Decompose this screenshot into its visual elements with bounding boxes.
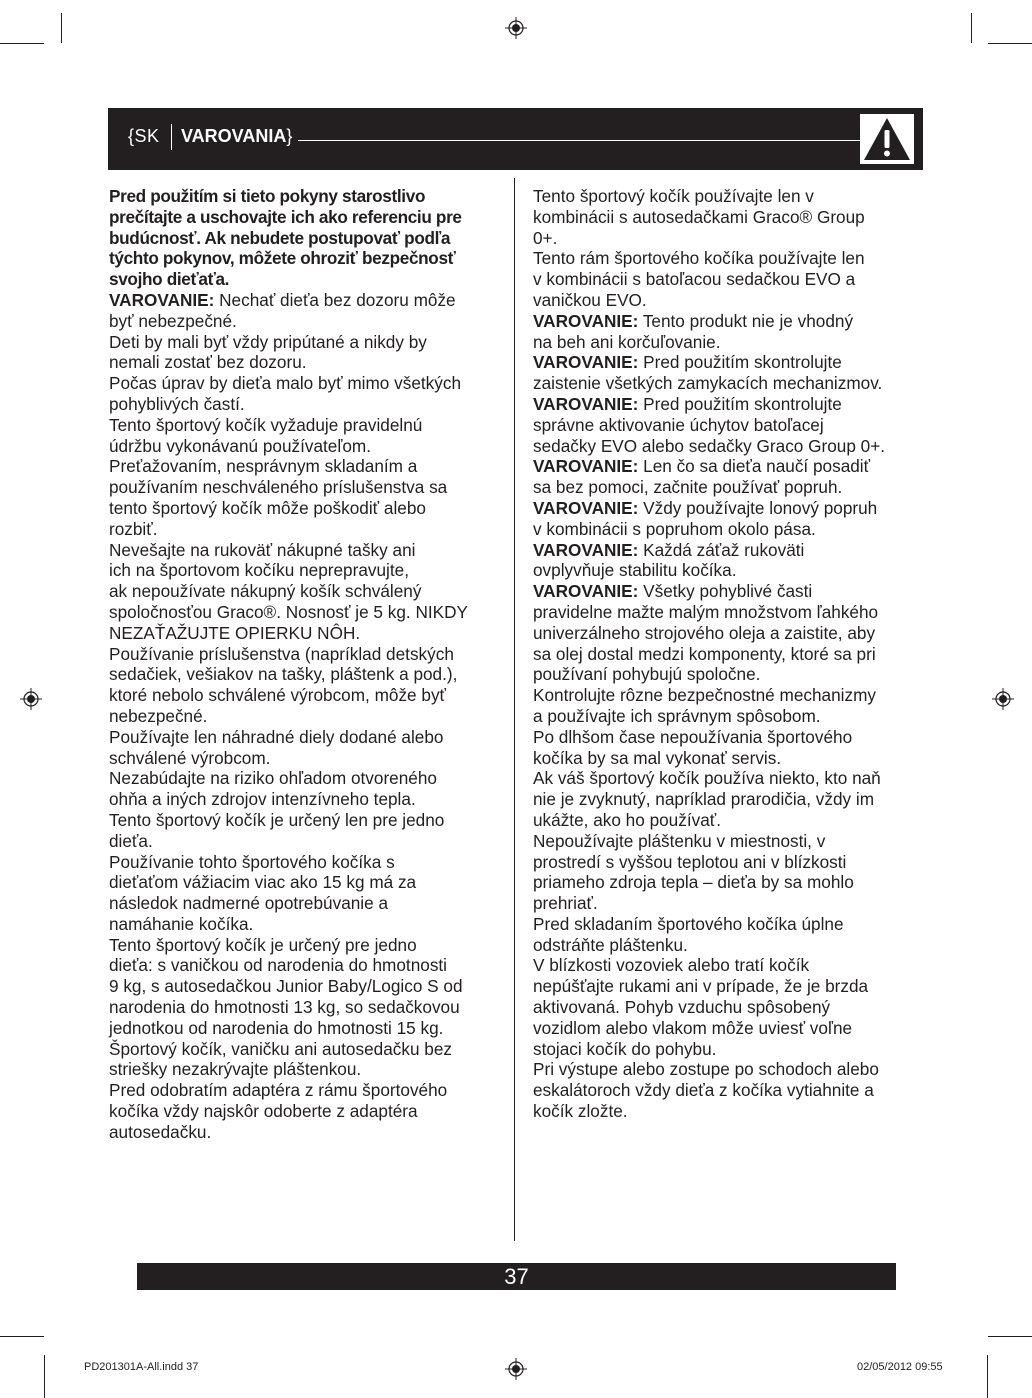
warning-paragraph	[109, 1039, 501, 1081]
registration-mark-icon	[992, 688, 1014, 710]
warning-paragraph	[109, 810, 501, 852]
warning-paragraph	[109, 540, 501, 644]
warning-label: VAROVANIE:	[533, 456, 639, 477]
warning-triangle-icon	[860, 114, 914, 164]
warning-paragraph	[533, 186, 923, 248]
column-divider	[514, 178, 515, 1241]
warning-paragraph	[533, 831, 923, 914]
warning-text: Tento rám športového kočíka používajte len v kombinácii s batoľacou sedačkou EVO a vaničkou EVO.	[533, 248, 865, 310]
page-title-brace: }	[286, 126, 293, 146]
warning-paragraph	[533, 456, 923, 498]
warning-paragraph	[533, 352, 923, 394]
warning-label: VAROVANIE:	[533, 310, 639, 331]
warning-paragraph	[109, 935, 501, 1039]
warning-label: VAROVANIE:	[533, 497, 639, 518]
warning-text: Nepoužívajte pláštenku v miestnosti, v prostredí s vyššou teplotou ani v blízkosti priameho zdroja tepla – dieťa by sa mohlo prehriať.	[533, 830, 854, 914]
page-number: 37	[504, 1264, 529, 1289]
crop-mark	[988, 43, 1032, 44]
warning-text: Pred použitím skontrolujte správne aktivovanie úchytov batoľacej sedačky EVO alebo sedačky Graco Group 0+.	[533, 393, 886, 456]
warning-paragraph	[109, 456, 501, 539]
right-column	[533, 186, 923, 1122]
warning-text: Preťažovaním, nesprávnym skladaním a používaním neschváleného príslušenstva sa tento športový kočík môže poškodiť alebo rozbiť.	[109, 456, 448, 539]
warning-paragraph	[109, 290, 501, 332]
warning-paragraph	[109, 186, 501, 290]
warning-text: Pred použitím si tieto pokyny starostlivo prečítajte a uschovajte ich ako referenciu pre budúcnosť. Ak nebudete postupovať podľa týchto pokynov, môžete ohroziť bezpečnosť svojho dieťaťa.	[109, 186, 462, 290]
page-title-text: VAROVANIA	[181, 126, 287, 146]
page-title	[181, 126, 292, 147]
warning-paragraph	[109, 727, 501, 769]
warning-text: Pred použitím skontrolujte zaistenie všetkých zamykacích mechanizmov.	[533, 352, 883, 394]
crop-mark	[988, 1336, 1032, 1337]
warning-text: Pri výstupe alebo zostupe po schodoch alebo eskalátoroch vždy dieťa z kočíka vytiahnite a kočík zložte.	[533, 1059, 879, 1122]
warning-text: Tento športový kočík vyžaduje pravidelnú údržbu vykonávanú používateľom.	[109, 414, 423, 456]
warning-paragraph	[533, 540, 923, 582]
warning-paragraph	[533, 685, 923, 727]
crop-mark	[987, 1355, 988, 1398]
warning-paragraph	[533, 248, 923, 310]
warning-text: Po dlhšom čase nepoužívania športového kočíka by sa mal vykonať servis.	[533, 726, 853, 768]
registration-mark-icon	[505, 1358, 527, 1380]
warning-text: V blízkosti vozoviek alebo tratí kočík nepúšťajte rukami ani v prípade, že je brzda aktivovaná. Pohyb vzduchu spôsobený vozidlom alebo vlakom môže uviesť voľne stojaci kočík do pohybu.	[533, 955, 869, 1059]
left-column	[109, 186, 501, 1143]
file-slug: PD201301A-All.indd 37	[84, 1361, 199, 1373]
warning-text: Tento produkt nie je vhodný na beh ani korčuľovanie.	[533, 310, 854, 352]
crop-mark	[44, 1355, 45, 1398]
warning-text: Tento športový kočík je určený len pre jedno dieťa.	[109, 809, 445, 851]
warning-paragraph	[109, 1080, 501, 1142]
date-slug: 02/05/2012 09:55	[857, 1361, 943, 1373]
warning-paragraph	[533, 914, 923, 956]
warning-text: Vždy používajte lonový popruh v kombinácii s popruhom okolo pása.	[533, 497, 878, 539]
warning-label: VAROVANIE:	[533, 393, 639, 414]
warning-paragraph	[533, 311, 923, 353]
warning-label: VAROVANIE:	[109, 289, 215, 310]
warning-text: Každá záťaž rukoväti ovplyvňuje stabilitu kočíka.	[533, 539, 805, 581]
warning-text: Používanie príslušenstva (napríklad detských sedačiek, vešiakov na tašky, pláštenk a pod.), ktoré nebolo schválené výrobcom, môže byť nebezpečné.	[109, 643, 458, 726]
warning-paragraph	[533, 498, 923, 540]
warning-paragraph	[533, 394, 923, 456]
warning-text: Len čo sa dieťa naučí posadiť sa bez pomoci, začnite používať popruh.	[533, 456, 871, 498]
warning-label: VAROVANIE:	[533, 352, 639, 373]
warning-label: VAROVANIE:	[533, 539, 639, 560]
warning-icon-box	[860, 114, 914, 164]
warning-text: Nechať dieťa bez dozoru môže byť nebezpečné.	[109, 289, 456, 331]
warning-label: VAROVANIE:	[533, 581, 639, 602]
warning-text: Počas úprav by dieťa malo byť mimo všetkých pohyblivých častí.	[109, 373, 462, 414]
registration-mark-icon	[20, 688, 42, 710]
crop-mark	[0, 1336, 44, 1337]
warning-text: Používajte len náhradné diely dodané alebo schválené výrobcom.	[109, 726, 444, 768]
warning-text: Ak váš športový kočík používa niekto, kto naň nie je zvyknutý, napríklad prarodičia, vždy im ukážte, ako ho používať.	[533, 768, 881, 830]
warning-paragraph	[109, 768, 501, 810]
warning-text: Nezabúdajte na riziko ohľadom otvoreného ohňa a iných zdrojov intenzívneho tepla.	[109, 768, 437, 810]
crop-mark	[971, 13, 972, 43]
warning-paragraph	[109, 332, 501, 374]
warning-paragraph	[533, 581, 923, 685]
warning-text: Tento športový kočík je určený pre jedno dieťa: s vaničkou od narodenia do hmotnosti 9 kg, s autosedačkou Junior Baby/Logico S od narodenia do hmotnosti 13 kg, so sedačkovou jednotkou od narodenia do hmotnosti 15 kg.	[109, 934, 463, 1038]
warning-text: Športový kočík, vaničku ani autosedačku bez striešky nezakrývajte pláštenkou.	[109, 1038, 452, 1080]
warning-paragraph	[533, 727, 923, 769]
warning-paragraph	[533, 955, 923, 1059]
language-code: {SK	[128, 126, 160, 146]
warning-paragraph	[109, 644, 501, 727]
warning-text: Deti by mali byť vždy pripútané a nikdy by nemali zostať bez dozoru.	[109, 331, 427, 373]
warning-paragraph	[109, 373, 501, 415]
warning-text: Používanie tohto športového kočíka s dieťaťom vážiacim viac ako 15 kg má za následok nadmerné opotrebúvanie a namáhanie kočíka.	[109, 851, 417, 934]
crop-mark	[61, 13, 62, 43]
warning-text: Nevešajte na rukoväť nákupné tašky ani ich na športovom kočíku neprepravujte, ak nepoužívate nákupný košík schválený spoločnosťou Graco®. Nosnosť je 5 kg. NIKDY NEZAŤAŽUJTE OPIERKU NÔH.	[109, 539, 468, 643]
header-rule	[298, 140, 860, 141]
warning-text: Tento športový kočík používajte len v kombinácii s autosedačkami Graco® Group 0+.	[533, 186, 865, 248]
header-divider	[171, 124, 172, 150]
warning-paragraph	[109, 852, 501, 935]
crop-mark	[0, 43, 44, 44]
warning-paragraph	[109, 415, 501, 457]
warning-paragraph	[533, 1059, 923, 1121]
warning-text: Všetky pohyblivé časti pravidelne mažte malým množstvom ľahkého univerzálneho strojového oleja a zaistite, aby sa olej dostal medzi komponenty, ktoré sa pri používaní pohybujú spoločne.	[533, 581, 879, 685]
warning-text: Kontrolujte rôzne bezpečnostné mechanizmy a používajte ich správnym spôsobom.	[533, 685, 876, 726]
warning-text: Pred skladaním športového kočíka úplne odstráňte pláštenku.	[533, 913, 844, 955]
registration-mark-icon	[505, 17, 527, 39]
warning-text: Pred odobratím adaptéra z rámu športového kočíka vždy najskôr odoberte z adaptéra autosedačku.	[109, 1080, 448, 1142]
warning-paragraph	[533, 768, 923, 830]
